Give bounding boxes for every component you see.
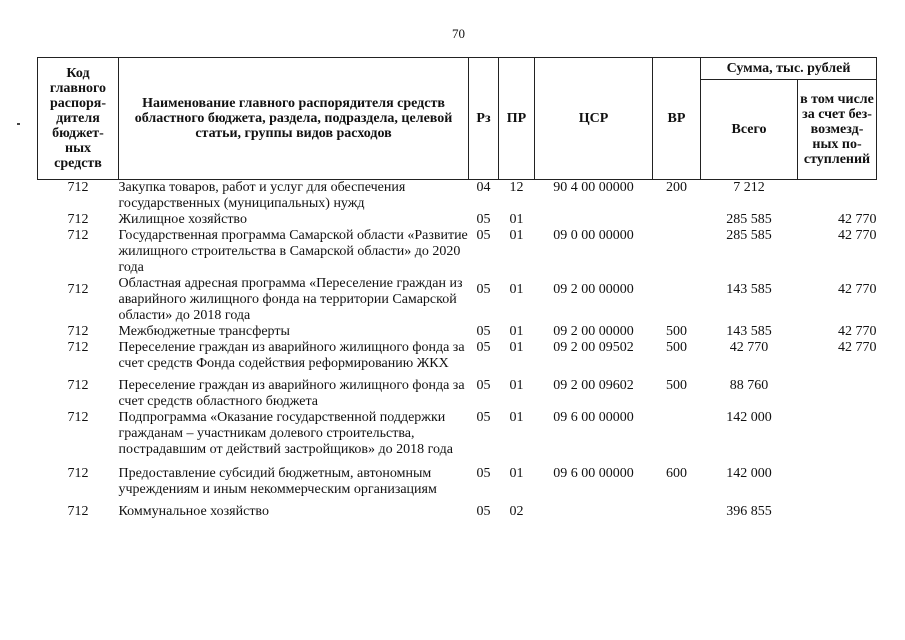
cell-total: 285 585 <box>726 212 772 227</box>
page-number: 70 <box>452 26 465 41</box>
cell-name: Закупка товаров, работ и услуг для обеспечения государственных (муниципальных) нужд <box>118 180 406 211</box>
cell-pr: 02 <box>509 504 524 519</box>
cell-csr <box>535 498 653 520</box>
table-row <box>38 324 877 340</box>
cell-vr <box>653 410 701 458</box>
cell-pr: 01 <box>509 340 524 355</box>
cell-rz: 05 <box>476 410 491 425</box>
table-row <box>38 458 877 498</box>
cell-grants: 42 770 <box>838 212 877 227</box>
cell-grants: 42 770 <box>838 340 877 355</box>
table-row <box>38 228 877 276</box>
cell-pr: 01 <box>509 324 524 339</box>
cell-total: 143 585 <box>726 324 772 339</box>
cell-code: 712 <box>67 324 89 339</box>
cell-csr: 09 2 00 09502 <box>553 340 634 355</box>
cell-vr: 200 <box>666 180 687 195</box>
cell-csr: 09 2 00 00000 <box>553 324 634 339</box>
cell-name: Жилищное хозяйство <box>118 212 247 227</box>
table-header <box>38 58 877 180</box>
table-row <box>38 498 877 520</box>
cell-rz: 05 <box>476 466 491 481</box>
cell-name: Переселение граждан из аварийного жилищного фонда за счет средств Фонда содействия реформированию ЖКХ <box>118 340 465 371</box>
cell-csr: 09 6 00 00000 <box>553 410 634 425</box>
cell-name: Государственная программа Самарской области «Развитие жилищного строительства в Самарской области» до 2020 года <box>118 228 468 275</box>
cell-total: 142 000 <box>726 410 772 425</box>
table-row <box>38 410 877 458</box>
header-csr: ЦСР <box>535 58 653 180</box>
cell-code: 712 <box>67 378 89 393</box>
table-row <box>38 180 877 213</box>
cell-grants: 42 770 <box>838 228 877 243</box>
cell-grants <box>798 410 877 458</box>
budget-table <box>37 57 877 520</box>
cell-rz: 05 <box>476 212 491 227</box>
cell-grants <box>798 458 877 498</box>
cell-vr: 600 <box>666 466 687 481</box>
cell-pr: 01 <box>509 212 524 227</box>
cell-grants <box>798 180 877 213</box>
cell-pr: 01 <box>509 410 524 425</box>
cell-pr: 01 <box>509 282 524 297</box>
cell-name: Областная адресная программа «Переселение граждан из аварийного жилищного фонда на территории Самарской области» до 2018 года <box>118 276 463 323</box>
cell-pr: 12 <box>509 180 524 195</box>
header-sum-group: Сумма, тыс. рублей <box>701 58 877 80</box>
table-body <box>38 180 877 521</box>
cell-vr: 500 <box>666 340 687 355</box>
cell-rz: 05 <box>476 378 491 393</box>
cell-code: 712 <box>67 340 89 355</box>
header-code: Код главного распоря-дителя бюджет-ных средств <box>38 58 119 180</box>
cell-code: 712 <box>67 180 89 195</box>
cell-rz: 05 <box>476 282 491 297</box>
cell-csr: 09 2 00 09602 <box>553 378 634 393</box>
cell-name: Межбюджетные трансферты <box>118 324 290 339</box>
cell-rz: 05 <box>476 504 491 519</box>
cell-total: 88 760 <box>729 378 769 393</box>
header-name: Наименование главного распорядителя средств областного бюджета, раздела, подраздела, целевой статьи, группы видов расходов <box>119 58 469 180</box>
cell-code: 712 <box>67 504 89 519</box>
scan-mark <box>17 123 20 125</box>
cell-total: 143 585 <box>726 282 772 297</box>
cell-grants: 42 770 <box>838 324 877 339</box>
header-rz: Рз <box>469 58 499 180</box>
cell-total: 142 000 <box>726 466 772 481</box>
cell-code: 712 <box>67 212 89 227</box>
cell-total: 285 585 <box>726 228 772 243</box>
cell-csr: 09 6 00 00000 <box>553 466 634 481</box>
cell-vr <box>653 498 701 520</box>
header-total: Всего <box>701 80 798 180</box>
cell-vr: 500 <box>666 324 687 339</box>
header-pr: ПР <box>499 58 535 180</box>
cell-rz: 04 <box>476 180 491 195</box>
cell-grants: 42 770 <box>838 282 877 297</box>
cell-name: Переселение граждан из аварийного жилищного фонда за счет средств областного бюджета <box>118 378 465 409</box>
cell-name: Предоставление субсидий бюджетным, автономным учреждениям и иным некоммерческим организациям <box>118 466 437 497</box>
cell-pr: 01 <box>509 466 524 481</box>
cell-vr: 500 <box>666 378 687 393</box>
table-row <box>38 372 877 410</box>
table-row <box>38 212 877 228</box>
cell-rz: 05 <box>476 228 491 243</box>
cell-rz: 05 <box>476 324 491 339</box>
cell-total: 42 770 <box>729 340 769 355</box>
cell-grants <box>798 498 877 520</box>
cell-code: 712 <box>67 410 89 425</box>
cell-pr: 01 <box>509 378 524 393</box>
cell-code: 712 <box>67 466 89 481</box>
header-vr: ВР <box>653 58 701 180</box>
header-grants: в том числе за счет без-возмезд-ных по-ступлений <box>798 80 877 180</box>
cell-vr <box>653 276 701 324</box>
cell-vr <box>653 228 701 276</box>
cell-grants <box>798 372 877 410</box>
cell-rz: 05 <box>476 340 491 355</box>
table-row <box>38 340 877 372</box>
cell-csr: 09 0 00 00000 <box>553 228 634 243</box>
table-row <box>38 276 877 324</box>
cell-code: 712 <box>67 282 89 297</box>
cell-csr: 90 4 00 00000 <box>553 180 634 195</box>
cell-vr <box>653 212 701 228</box>
cell-name: Подпрограмма «Оказание государственной поддержки гражданам – участникам долевого строительства, пострадавшим от действий застройщиков» до 2018 года <box>118 410 453 457</box>
cell-name: Коммунальное хозяйство <box>118 504 269 519</box>
cell-csr <box>535 212 653 228</box>
cell-code: 712 <box>67 228 89 243</box>
cell-total: 7 212 <box>733 180 765 195</box>
cell-total: 396 855 <box>726 504 772 519</box>
cell-csr: 09 2 00 00000 <box>553 282 634 297</box>
cell-pr: 01 <box>509 228 524 243</box>
